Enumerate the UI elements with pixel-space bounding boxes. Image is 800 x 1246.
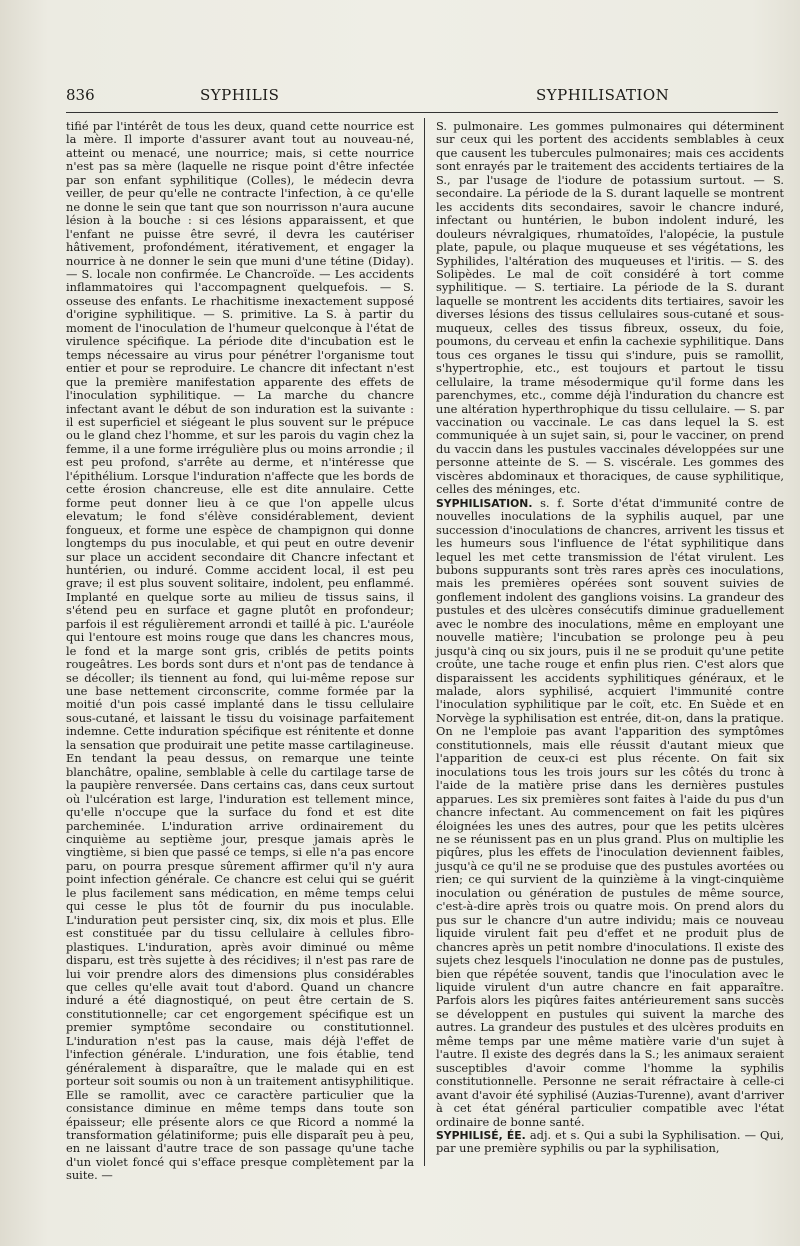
entry-definition: s. f. Sorte d'état d'immunité contre de nouvelles inoculations de la syphilis auquel, par une succession d'inoculations de chancres, arrivent les tissus et les humeurs sous l'influence de l'état syphilitique dans lequel les met cette transmission de l'état virulent. Les bubons suppurants sont très rares après ces inoculations, mais les premières opérées sont souvent suivies de gonflement indolent des ganglions voisins. La grandeur des pustules et des ulcères consécutifs diminue graduellement avec le nombre des inoculations, même en employant une nouvelle matière; l'incubation se prolonge peu à peu jusqu'à cinq ou six jours, puis il ne se produit qu'une petite croûte, une tache rouge et enfin plus rien. C'est alors que disparaissent les accidents syphilitiques généraux, et le malade, alors syphilisé, acquiert l'immunité contre l'inoculation syphilitique par le coït, etc. En Suède et en Norvège la syphilisation est entrée, dit-on, dans la pratique. On ne l'emploie pas avant l'apparition des symptômes constitutionnels, mais elle réussit d'autant mieux que l'apparition de ceux-ci est plus récente. On fait six inoculations tous les trois jours sur les côtés du tronc à l'aide de la matière prise dans les dernières pustules apparues. Les six premières sont faites à l'aide du pus d'un chancre infectant. Au commencement on fait les piqûres éloignées les unes des autres, pour que les petits ulcères ne se réunissent pas en un plus grand. Plus on multiplie les piqûres, plus les effets de l'inoculation deviennent faibles, jusqu'à ce qu'il ne se produise que des pustules avortées ou rien; ce qui survient de la quinzième à la vingt-cinquième inoculation ou génération de pustules de même source, c'est-à-dire après trois ou quatre mois. On prend alors du pus sur le chancre d'un autre individu; mais ce nouveau liquide virulent fait peu d'effet et ne produit plus de chancres après un petit nombre d'inoculations. Il existe des sujets chez lesquels l'inoculation ne donne pas de pustules, bien que répétée souvent, tandis que l'inoculation avec le liquide virulent d'un autre chancre en fait apparaître. Parfois alors les piqûres faites antérieurement sans succès se développent en pustules qui suivent la marche des autres. La grandeur des pustules et des ulcères produits en même temps par une même matière varie d'un sujet à l'autre. Il existe des degrés dans la S.; les animaux seraient susceptibles d'avoir comme l'homme la syphilis constitutionnelle. Personne ne serait réfractaire à celle-ci avant d'avoir été syphilisé (Auzias-Turenne), avant d'arriver à cet état général particulier compatible avec l'état ordinaire de bonne santé. [436,495,784,1129]
entry-term: SYPHILISÉ, ÉE. [436,1128,526,1142]
entry-definition: adj. et s. Qui a subi la Syphilisation. — Qui, par une première syphilis ou par la syphilisation, [436,1127,784,1156]
running-head-left: SYPHILIS [200,86,280,104]
entry-syphilise [436,1129,784,1156]
entry-term: SYPHILISATION. [436,496,533,510]
column-divider [424,118,425,1166]
right-column [436,120,784,1156]
left-column-text: tifié par l'intérêt de tous les deux, quand cette nourrice est la mère. Il importe d'assurer avant tout au nouveau-né, atteint ou menacé, une nourrice; mais, si cette nourrice n'est pas sa mère (laquelle ne risque point d'être infectée par son enfant syphilitique (Colles), le médecin devra veiller, de peur qu'elle ne contracte l'infection, à ce qu'elle ne donne le sein que tant que son nourrisson n'aura aucune lésion à la bouche : si ces lésions apparaissent, et que l'enfant ne puisse être sevré, il devra les cautériser hâtivement, profondément, itérativement, et engager la nourrice à ne donner le sein que muni d'une tétine (Diday). — S. locale non confirmée. Le Chancroïde. — Les accidents inflammatoires qui l'accompagnent quelquefois. — S. osseuse des enfants. Le rhachitisme inexactement supposé d'origine syphilitique. — S. primitive. La S. à partir du moment de l'inoculation de l'humeur quelconque à l'état de virulence spécifique. La période dite d'incubation est le temps nécessaire au virus pour pénétrer l'organisme tout entier et pour se reproduire. Le chancre dit infectant n'est que la première manifestation apparente des effets de l'inoculation syphilitique. — La marche du chancre infectant avant le début de son induration est la suivante : il est superficiel et siégeant le plus souvent sur le prépuce ou le gland chez l'homme, et sur les parois du vagin chez la femme, il a une forme irrégulière plus ou moins arrondie ; il est peu profond, s'arrête au derme, et n'intéresse que l'épithélium. Lorsque l'induration n'affecte que les bords de cette érosion chancreuse, elle est dite annulaire. Cette forme peut donner lieu à ce que l'on appelle ulcus elevatum; le fond s'élève considérablement, devient fongueux, et forme une espèce de champignon qui donne longtemps du pus inoculable, et qui peut en outre devenir sur place un accident secondaire dit Chancre infectant et huntérien, ou induré. Comme accident local, il est peu grave; il est plus souvent solitaire, indolent, peu enflammé. Implanté en quelque sorte au milieu de tissus sains, il s'étend peu en surface et gagne plutôt en profondeur; parfois il est régulièrement arrondi et taillé à pic. L'auréole qui l'entoure est moins rouge que dans les chancres mous, le fond et la marge sont gris, criblés de petits points rougeâtres. Les bords sont durs et n'ont pas de tendance à se décoller; ils tiennent au fond, qui lui-même repose sur une base nettement circonscrite, comme formée par la moitié d'un pois cassé implanté dans le tissu cellulaire sous-cutané, et laissant le tissu du voisinage parfaitement indemne. Cette induration spécifique est rénitente et donne la sensation que produirait une petite masse cartilagineuse. En tendant la peau dessus, on remarque une teinte blanchâtre, opaline, semblable à celle du cartilage tarse de la paupière renversée. Dans certains cas, dans ceux surtout où l'ulcération est large, l'induration est tellement mince, qu'elle n'occupe que la surface du fond et est dite parcheminée. L'induration arrive ordinairement du cinquième au septième jour, presque jamais après le vingtième, si bien que passé ce temps, si elle n'a pas encore paru, on pourra presque sûrement affirmer qu'il n'y aura point infection générale. Ce chancre est celui qui se guérit le plus facilement sans médication, en même temps celui qui cesse le plus tôt de fournir du pus inoculable. L'induration peut persister cinq, six, dix mois et plus. Elle est constituée par du tissu cellulaire à cellules fibro-plastiques. L'induration, après avoir diminué ou même disparu, est très sujette à des récidives; il n'est pas rare de lui voir prendre alors des dimensions plus considérables que celles qu'elle avait tout d'abord. Quand un chancre induré a été diagnostiqué, on peut être certain de S. constitutionnelle; car cet engorgement spécifique est un premier symptôme secondaire ou constitutionnel. L'induration n'est pas la cause, mais déjà l'effet de l'infection générale. L'induration, une fois établie, tend généralement à disparaître, que le malade qui en est porteur soit soumis ou non à un traitement antisyphilitique. Elle se ramollit, avec ce caractère particulier que la consistance diminue en même temps dans toute son épaisseur; elle présente alors ce que Ricord a nommé la transformation gélatiniforme; puis elle disparaît peu à peu, en ne laissant d'autre trace de son passage qu'une tache d'un violet foncé qui s'efface presque complètement par la suite. — [66,119,414,1183]
page-number: 836 [66,86,95,104]
entry-syphilisation [436,497,784,1129]
left-column [66,120,414,1183]
page-header [0,86,800,108]
header-rule [66,112,778,113]
right-column-paragraph: S. pulmonaire. Les gommes pulmonaires qui déterminent sur ceux qui les portent des accidents semblables à ceux que causent les tubercules pulmonaires; mais ces accidents sont enrayés par le traitement des accidents tertiaires de la S., par l'usage de l'iodure de potassium surtout. — S. secondaire. La période de la S. durant laquelle se montrent les accidents dits secondaires, savoir le chancre induré, infectant ou huntérien, le bubon indolent induré, les douleurs névralgiques, rhumatoïdes, l'alopécie, la pustule plate, papule, ou plaque muqueuse et ses végétations, les Syphilides, l'altération des muqueuses et l'iritis. — S. des Solipèdes. Le mal de coït considéré à tort comme syphilitique. — S. tertiaire. La période de la S. durant laquelle se montrent les accidents dits tertiaires, savoir les diverses lésions des tissus cellulaires sous-cutané et sous-muqueux, celles des tissus fibreux, osseux, du foie, poumons, du cerveau et enfin la cachexie syphilitique. Dans tous ces organes le tissu qui s'indure, puis se ramollit, s'hypertrophie, etc., est toujours et partout le tissu cellulaire, la trame mésodermique qu'il forme dans les parenchymes, etc., comme déjà l'induration du chancre est une altération hyperthrophique du tissu cellulaire. — S. par vaccination ou vaccinale. Le cas dans lequel la S. est communiquée à un sujet sain, si, pour le vacciner, on prend du vaccin dans les pustules vaccinales développées sur une personne atteinte de S. — S. viscérale. Les gommes des viscères abdominaux et thoraciques, de cause syphilitique, celles des méninges, etc. [436,119,784,497]
running-head-right: SYPHILISATION [536,86,670,104]
